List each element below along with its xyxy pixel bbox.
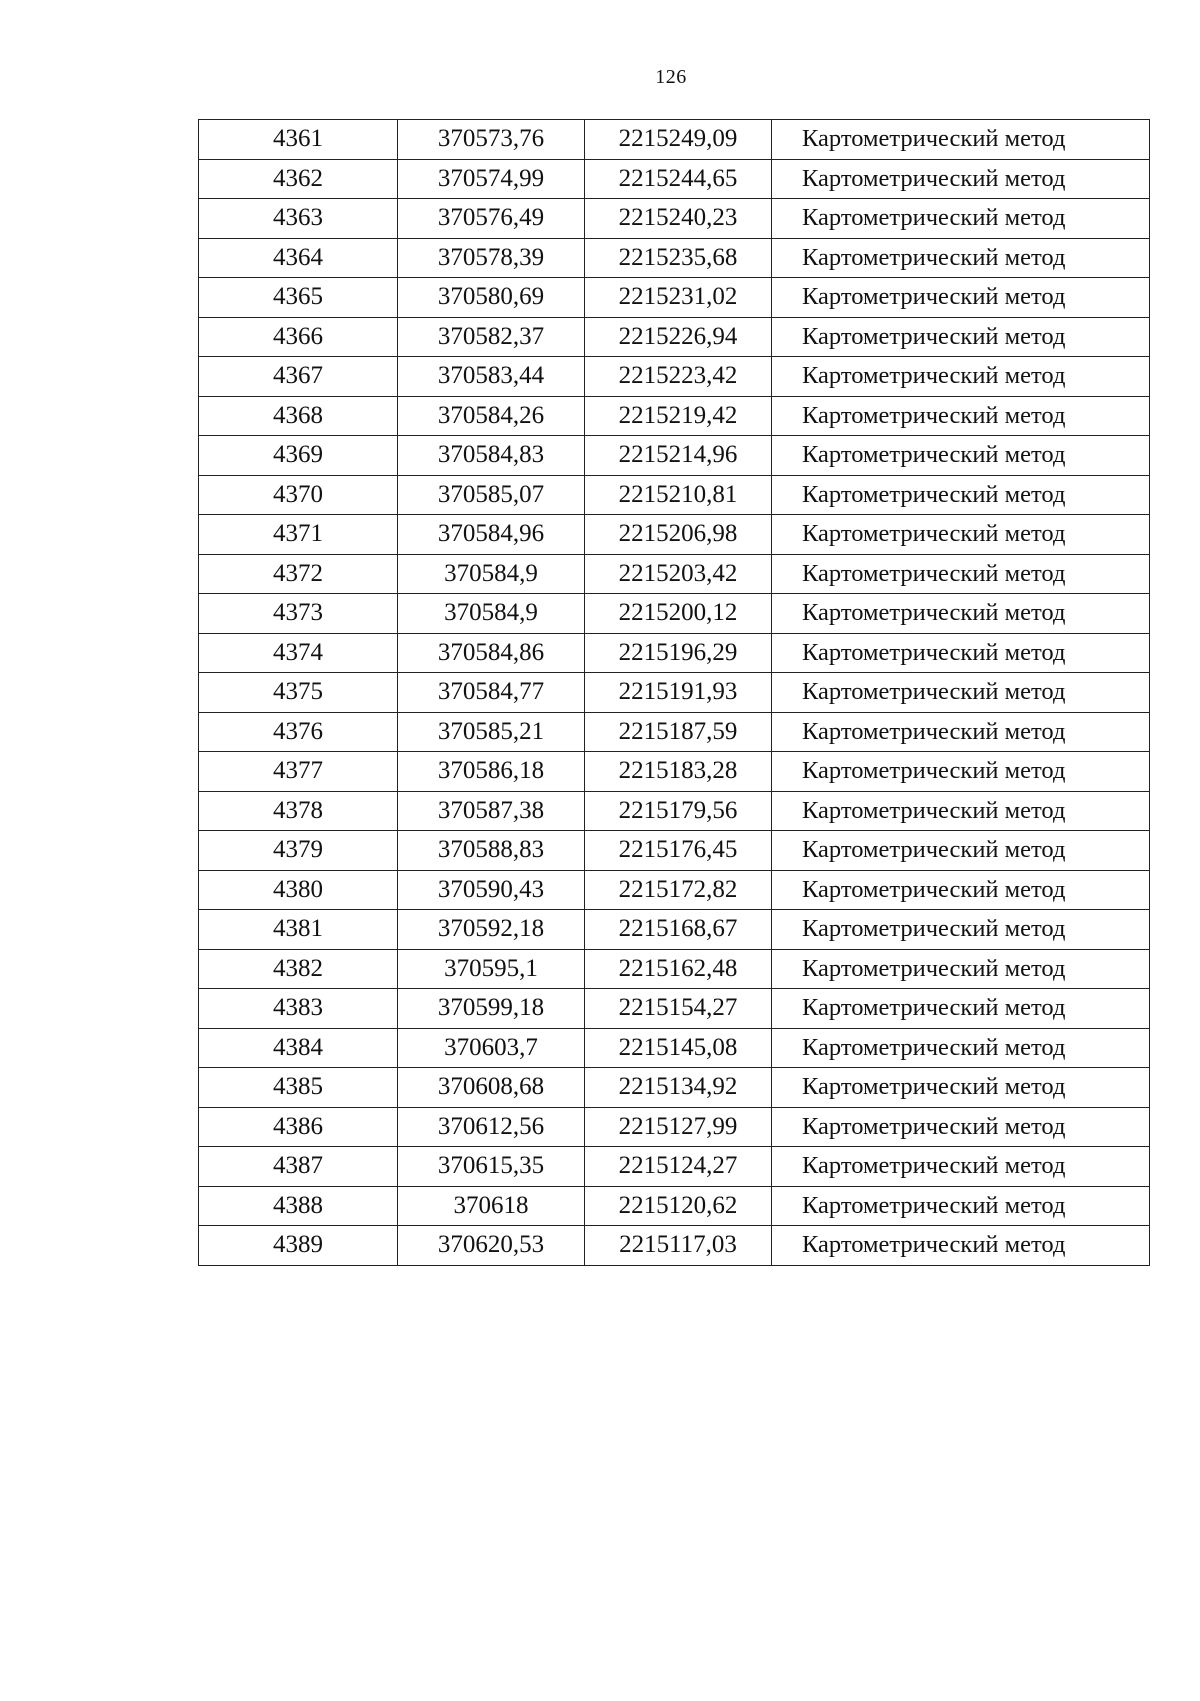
method-cell: Картометрический метод [772, 791, 1150, 831]
table-row [199, 831, 1150, 871]
table-row [199, 238, 1150, 278]
x-coordinate-cell: 370573,76 [398, 120, 585, 160]
table-row [199, 357, 1150, 397]
method-cell: Картометрический метод [772, 554, 1150, 594]
x-coordinate-cell: 370603,7 [398, 1028, 585, 1068]
table-row [199, 910, 1150, 950]
method-cell: Картометрический метод [772, 436, 1150, 476]
x-coordinate-cell: 370586,18 [398, 752, 585, 792]
method-cell: Картометрический метод [772, 1147, 1150, 1187]
y-coordinate-cell: 2215244,65 [585, 159, 772, 199]
method-cell: Картометрический метод [772, 159, 1150, 199]
y-coordinate-cell: 2215176,45 [585, 831, 772, 871]
point-number-cell: 4365 [199, 278, 398, 318]
point-number-cell: 4380 [199, 870, 398, 910]
table-row [199, 870, 1150, 910]
y-coordinate-cell: 2215168,67 [585, 910, 772, 950]
table-row [199, 752, 1150, 792]
table-row [199, 1147, 1150, 1187]
point-number-cell: 4368 [199, 396, 398, 436]
table-row [199, 1068, 1150, 1108]
table-row [199, 1226, 1150, 1266]
point-number-cell: 4372 [199, 554, 398, 594]
point-number-cell: 4386 [199, 1107, 398, 1147]
point-number-cell: 4362 [199, 159, 398, 199]
point-number-cell: 4363 [199, 199, 398, 239]
table-row [199, 673, 1150, 713]
x-coordinate-cell: 370580,69 [398, 278, 585, 318]
table-row [199, 949, 1150, 989]
y-coordinate-cell: 2215183,28 [585, 752, 772, 792]
y-coordinate-cell: 2215249,09 [585, 120, 772, 160]
method-cell: Картометрический метод [772, 1028, 1150, 1068]
point-number-cell: 4378 [199, 791, 398, 831]
x-coordinate-cell: 370585,07 [398, 475, 585, 515]
method-cell: Картометрический метод [772, 1186, 1150, 1226]
method-cell: Картометрический метод [772, 396, 1150, 436]
method-cell: Картометрический метод [772, 199, 1150, 239]
method-cell: Картометрический метод [772, 910, 1150, 950]
method-cell: Картометрический метод [772, 673, 1150, 713]
y-coordinate-cell: 2215134,92 [585, 1068, 772, 1108]
point-number-cell: 4381 [199, 910, 398, 950]
table-row [199, 317, 1150, 357]
point-number-cell: 4383 [199, 989, 398, 1029]
y-coordinate-cell: 2215172,82 [585, 870, 772, 910]
method-cell: Картометрический метод [772, 515, 1150, 555]
y-coordinate-cell: 2215162,48 [585, 949, 772, 989]
x-coordinate-cell: 370578,39 [398, 238, 585, 278]
x-coordinate-cell: 370608,68 [398, 1068, 585, 1108]
method-cell: Картометрический метод [772, 594, 1150, 634]
point-number-cell: 4373 [199, 594, 398, 634]
table-row [199, 791, 1150, 831]
method-cell: Картометрический метод [772, 475, 1150, 515]
x-coordinate-cell: 370583,44 [398, 357, 585, 397]
x-coordinate-cell: 370599,18 [398, 989, 585, 1029]
point-number-cell: 4364 [199, 238, 398, 278]
y-coordinate-cell: 2215117,03 [585, 1226, 772, 1266]
x-coordinate-cell: 370612,56 [398, 1107, 585, 1147]
y-coordinate-cell: 2215145,08 [585, 1028, 772, 1068]
x-coordinate-cell: 370584,77 [398, 673, 585, 713]
y-coordinate-cell: 2215154,27 [585, 989, 772, 1029]
table-row [199, 278, 1150, 318]
table-row [199, 515, 1150, 555]
point-number-cell: 4371 [199, 515, 398, 555]
y-coordinate-cell: 2215219,42 [585, 396, 772, 436]
method-cell: Картометрический метод [772, 712, 1150, 752]
y-coordinate-cell: 2215187,59 [585, 712, 772, 752]
x-coordinate-cell: 370574,99 [398, 159, 585, 199]
y-coordinate-cell: 2215120,62 [585, 1186, 772, 1226]
point-number-cell: 4377 [199, 752, 398, 792]
y-coordinate-cell: 2215191,93 [585, 673, 772, 713]
table-row [199, 436, 1150, 476]
method-cell: Картометрический метод [772, 1226, 1150, 1266]
x-coordinate-cell: 370588,83 [398, 831, 585, 871]
table-row [199, 554, 1150, 594]
method-cell: Картометрический метод [772, 278, 1150, 318]
y-coordinate-cell: 2215240,23 [585, 199, 772, 239]
y-coordinate-cell: 2215127,99 [585, 1107, 772, 1147]
x-coordinate-cell: 370584,96 [398, 515, 585, 555]
method-cell: Картометрический метод [772, 317, 1150, 357]
x-coordinate-cell: 370587,38 [398, 791, 585, 831]
method-cell: Картометрический метод [772, 120, 1150, 160]
table-row [199, 159, 1150, 199]
method-cell: Картометрический метод [772, 1107, 1150, 1147]
table-row [199, 475, 1150, 515]
y-coordinate-cell: 2215231,02 [585, 278, 772, 318]
y-coordinate-cell: 2215200,12 [585, 594, 772, 634]
x-coordinate-cell: 370584,26 [398, 396, 585, 436]
x-coordinate-cell: 370590,43 [398, 870, 585, 910]
method-cell: Картометрический метод [772, 831, 1150, 871]
table-row [199, 989, 1150, 1029]
coordinates-table-body [199, 120, 1150, 1266]
point-number-cell: 4382 [199, 949, 398, 989]
point-number-cell: 4385 [199, 1068, 398, 1108]
y-coordinate-cell: 2215206,98 [585, 515, 772, 555]
point-number-cell: 4376 [199, 712, 398, 752]
y-coordinate-cell: 2215124,27 [585, 1147, 772, 1187]
method-cell: Картометрический метод [772, 870, 1150, 910]
x-coordinate-cell: 370576,49 [398, 199, 585, 239]
point-number-cell: 4369 [199, 436, 398, 476]
point-number-cell: 4389 [199, 1226, 398, 1266]
point-number-cell: 4387 [199, 1147, 398, 1187]
x-coordinate-cell: 370620,53 [398, 1226, 585, 1266]
y-coordinate-cell: 2215214,96 [585, 436, 772, 476]
y-coordinate-cell: 2215235,68 [585, 238, 772, 278]
table-row [199, 1186, 1150, 1226]
x-coordinate-cell: 370584,9 [398, 594, 585, 634]
x-coordinate-cell: 370615,35 [398, 1147, 585, 1187]
point-number-cell: 4374 [199, 633, 398, 673]
point-number-cell: 4370 [199, 475, 398, 515]
method-cell: Картометрический метод [772, 633, 1150, 673]
page-number: 126 [655, 66, 687, 88]
table-row [199, 120, 1150, 160]
y-coordinate-cell: 2215203,42 [585, 554, 772, 594]
method-cell: Картометрический метод [772, 752, 1150, 792]
y-coordinate-cell: 2215210,81 [585, 475, 772, 515]
table-row [199, 1028, 1150, 1068]
table-row [199, 1107, 1150, 1147]
point-number-cell: 4361 [199, 120, 398, 160]
method-cell: Картометрический метод [772, 989, 1150, 1029]
x-coordinate-cell: 370582,37 [398, 317, 585, 357]
y-coordinate-cell: 2215179,56 [585, 791, 772, 831]
method-cell: Картометрический метод [772, 238, 1150, 278]
x-coordinate-cell: 370585,21 [398, 712, 585, 752]
table-row [199, 633, 1150, 673]
y-coordinate-cell: 2215196,29 [585, 633, 772, 673]
method-cell: Картометрический метод [772, 949, 1150, 989]
table-row [199, 396, 1150, 436]
point-number-cell: 4366 [199, 317, 398, 357]
y-coordinate-cell: 2215223,42 [585, 357, 772, 397]
table-row [199, 199, 1150, 239]
point-number-cell: 4379 [199, 831, 398, 871]
y-coordinate-cell: 2215226,94 [585, 317, 772, 357]
method-cell: Картометрический метод [772, 357, 1150, 397]
x-coordinate-cell: 370584,9 [398, 554, 585, 594]
point-number-cell: 4388 [199, 1186, 398, 1226]
table-row [199, 712, 1150, 752]
x-coordinate-cell: 370584,83 [398, 436, 585, 476]
table-row [199, 594, 1150, 634]
point-number-cell: 4384 [199, 1028, 398, 1068]
x-coordinate-cell: 370595,1 [398, 949, 585, 989]
point-number-cell: 4367 [199, 357, 398, 397]
method-cell: Картометрический метод [772, 1068, 1150, 1108]
x-coordinate-cell: 370618 [398, 1186, 585, 1226]
x-coordinate-cell: 370584,86 [398, 633, 585, 673]
point-number-cell: 4375 [199, 673, 398, 713]
x-coordinate-cell: 370592,18 [398, 910, 585, 950]
coordinates-table [198, 119, 1150, 1266]
